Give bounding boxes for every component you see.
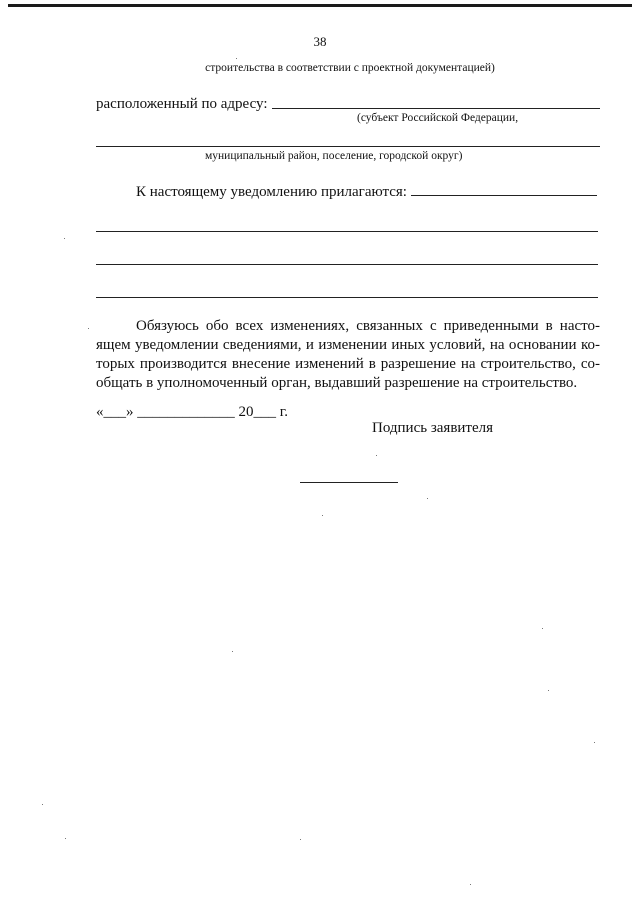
attachments-label: К настоящему уведомлению прилагаются: [136,184,407,200]
scan-speck [300,839,301,840]
date-field: «___» _____________ 20___ г. [96,404,288,420]
commitment-line-4: общать в уполномоченный орган, выдавший разрешение на строительство. [96,375,578,391]
scan-speck [427,498,428,499]
scan-speck [542,628,543,629]
scan-speck [322,515,323,516]
address-caption-municipality: муниципальный район, поселение, городской округ) [205,150,463,162]
address-caption-subject: (субъект Российской Федерации, [357,112,519,124]
commitment-line-1: Обязуюсь обо всех изменениях, связанных с приведенными в насто- [136,318,600,334]
commitment-paragraph [96,317,600,393]
scan-speck [470,884,471,885]
scan-speck [232,651,233,652]
scan-speck [594,742,595,743]
address-label: расположенный по адресу: [96,96,268,112]
attachments-fill-line [411,195,597,196]
page-number: 38 [313,34,327,49]
attachments-line-1 [96,231,598,232]
scan-speck [42,804,43,805]
scan-speck [376,455,377,456]
attachments-line-2 [96,264,598,265]
signature-label: Подпись заявителя [372,420,494,436]
top-border-rule [8,4,632,7]
scan-speck [548,690,549,691]
scan-speck [64,238,65,239]
scan-speck [88,328,89,329]
continuation-caption: строительства в соответствии с проектной документацией) [205,62,495,74]
commitment-line-2: ящем уведомлении сведениями, и изменении иных условий, на основании ко- [96,337,600,353]
scan-speck [236,58,237,59]
attachments-line-3 [96,297,598,298]
commitment-line-3: торых производится внесение изменений в разрешение на строительство, со- [96,356,600,372]
scan-speck [65,838,66,839]
address-fill-line [272,108,600,109]
signature-line [300,482,398,483]
address-fill-line-2 [96,146,600,147]
